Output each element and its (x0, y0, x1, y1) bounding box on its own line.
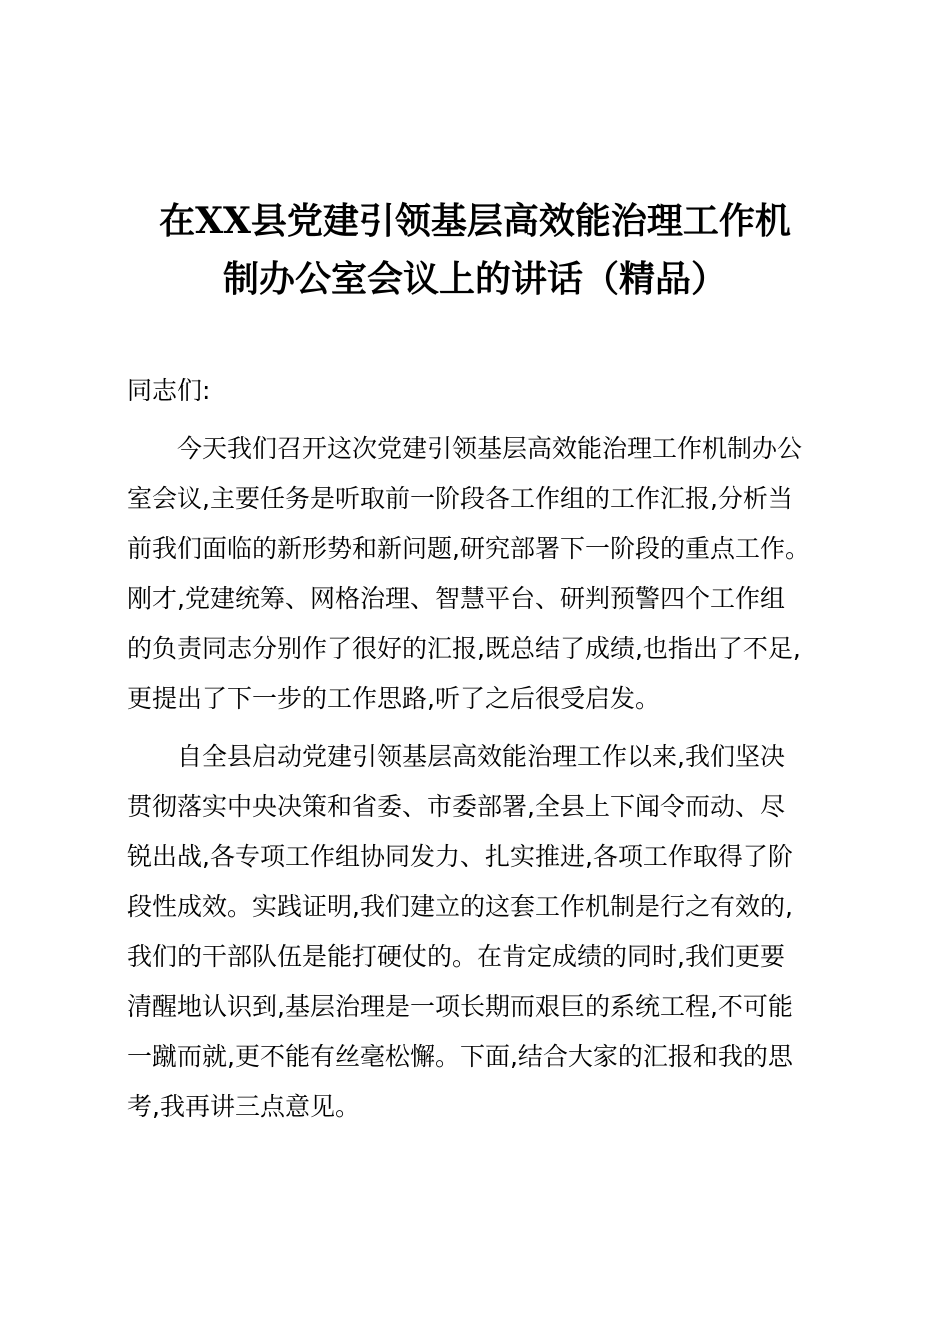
paragraph-line: 自全县启动党建引领基层高效能治理工作以来,我们坚决 (177, 742, 785, 771)
paragraph-2 (127, 732, 827, 1132)
paragraph-line: 的负责同志分别作了很好的汇报,既总结了成绩,也指出了不足, (127, 634, 801, 663)
paragraph-line: 我们的干部队伍是能打硬仗的。在肯定成绩的同时,我们更要 (127, 942, 785, 971)
paragraph-line: 前我们面临的新形势和新问题,研究部署下一阶段的重点工作。 (127, 534, 810, 563)
title-line: 在XX县党建引领基层高效能治理工作机 (159, 200, 791, 242)
paragraph-line: 锐出战,各专项工作组协同发力、扎实推进,各项工作取得了阶 (127, 842, 793, 871)
paragraph-gap (127, 416, 827, 424)
paragraph-line: 段性成效。实践证明,我们建立的这套工作机制是行之有效的, (127, 892, 793, 921)
paragraph-line: 考,我再讲三点意见。 (127, 1092, 360, 1121)
paragraph-line: 贯彻落实中央决策和省委、市委部署,全县上下闻令而动、尽 (127, 792, 785, 821)
paragraph-gap (127, 724, 827, 732)
paragraph-line: 刚才,党建统筹、网格治理、智慧平台、研判预警四个工作组 (127, 584, 785, 613)
paragraph-line: 清醒地认识到,基层治理是一项长期而艰巨的系统工程,不可能 (127, 992, 793, 1021)
paragraph-line: 更提出了下一步的工作思路,听了之后很受启发。 (127, 684, 660, 713)
title-line: 制办公室会议上的讲话（精品） (222, 258, 727, 300)
paragraph-1 (127, 424, 827, 724)
paragraph-line: 室会议,主要任务是听取前一阶段各工作组的工作汇报,分析当 (127, 484, 793, 513)
document-title (100, 192, 850, 308)
paragraph-line: 一蹴而就,更不能有丝毫松懈。下面,结合大家的汇报和我的思 (127, 1042, 793, 1071)
document-body (127, 366, 827, 1132)
paragraph-line: 今天我们召开这次党建引领基层高效能治理工作机制办公 (177, 434, 803, 463)
salutation: 同志们: (127, 376, 211, 405)
